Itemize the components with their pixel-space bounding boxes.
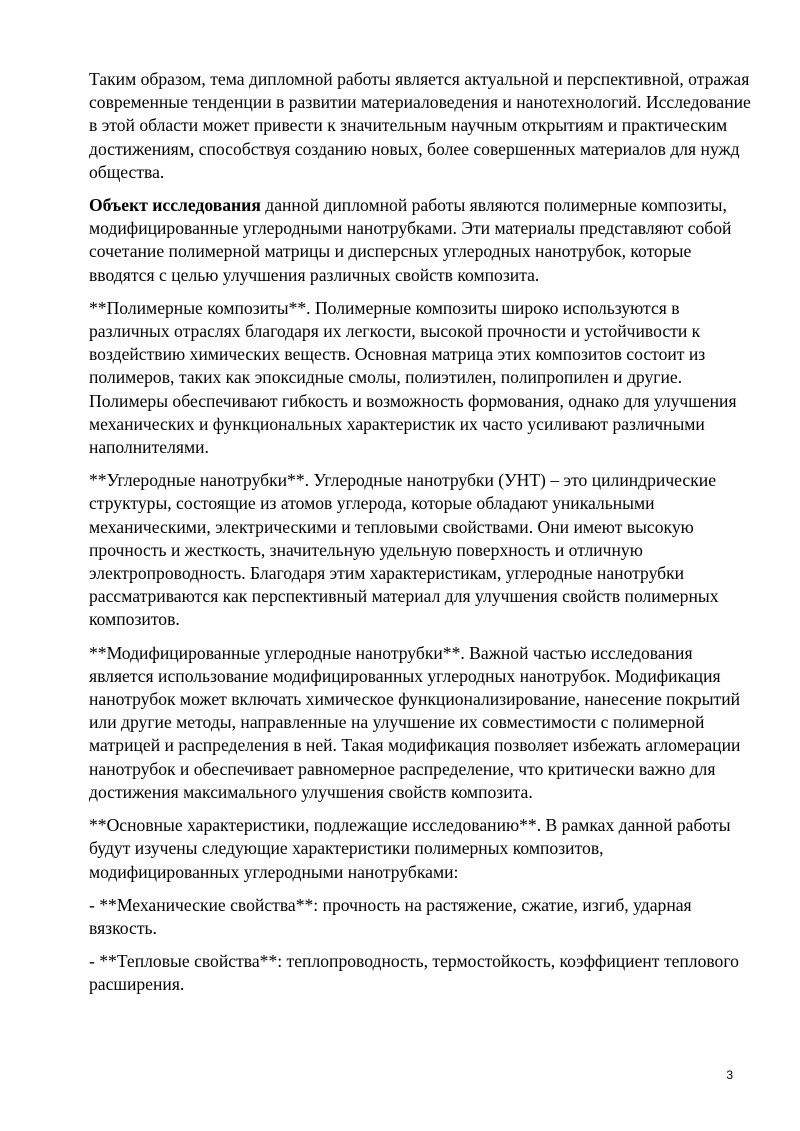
- paragraph-text: - **Механические свойства**: прочность на растяжение, сжатие, изгиб, ударная вязкость.: [89, 894, 692, 938]
- paragraph-carbon-nanotubes: [89, 469, 755, 631]
- bold-lead-text: Объект исследования: [89, 195, 261, 216]
- paragraph-text: - **Тепловые свойства**: теплопроводность, термостойкость, коэффициент теплового расширения.: [89, 951, 739, 995]
- document-body: [89, 68, 755, 1007]
- paragraph-conclusion: [89, 68, 755, 184]
- paragraph-text: **Модифицированные углеродные нанотрубки**. Важной частью исследования является использование модифицированных углеродных нанотрубок. Модификация нанотрубок может включать химическое функционализирование, нанесение покрытий или другие методы, направленные на улучшение их совместимости с полимерной матрицей и распределения в ней. Такая модификация позволяет избежать агломерации нанотрубок и обеспечивает равномерное распределение, что критически важно для достижения максимального улучшения свойств композита.: [89, 642, 741, 802]
- paragraph-text: данной дипломной работы являются полимерные композиты, модифицированные углеродными нанотрубками. Эти материалы представляют собой сочетание полимерной матрицы и дисперсных углеродных нанотрубок, которые вводятся с целью улучшения различных свойств композита.: [89, 195, 732, 285]
- page-number: 3: [726, 1068, 733, 1082]
- paragraph-polymer-composites: [89, 297, 755, 459]
- paragraph-text: **Углеродные нанотрубки**. Углеродные нанотрубки (УНТ) – это цилиндрические структуры, состоящие из атомов углерода, которые обладают уникальными механическими, электрическими и тепловыми свойствами. Они имеют высокую прочность и жесткость, значительную удельную поверхность и отличную электропроводность. Благодаря этим характеристикам, углеродные нанотрубки рассматриваются как перспективный материал для улучшения свойств полимерных композитов.: [89, 470, 719, 630]
- paragraph-text: Таким образом, тема дипломной работы является актуальной и перспективной, отражая современные тенденции в развитии материаловедения и нанотехнологий. Исследование в этой области может привести к значительным научным открытиям и практическим достижениям, способствуя созданию новых, более совершенных материалов для нужд общества.: [89, 69, 751, 182]
- paragraph-research-object: [89, 194, 755, 287]
- list-item-thermal-properties: [89, 950, 755, 996]
- paragraph-modified-nanotubes: [89, 642, 755, 804]
- paragraph-characteristics: [89, 814, 755, 884]
- list-item-mechanical-properties: [89, 894, 755, 940]
- paragraph-text: **Полимерные композиты**. Полимерные композиты широко используются в различных отраслях благодаря их легкости, высокой прочности и устойчивости к воздействию химических веществ. Основная матрица этих композитов состоит из полимеров, таких как эпоксидные смолы, полиэтилен, полипропилен и другие. Полимеры обеспечивают гибкость и возможность формования, однако для улучшения механических и функциональных характеристик их часто усиливают различными наполнителями.: [89, 297, 737, 458]
- paragraph-text: **Основные характеристики, подлежащие исследованию**. В рамках данной работы будут изучены следующие характеристики полимерных композитов, модифицированных углеродными нанотрубками:: [89, 815, 731, 882]
